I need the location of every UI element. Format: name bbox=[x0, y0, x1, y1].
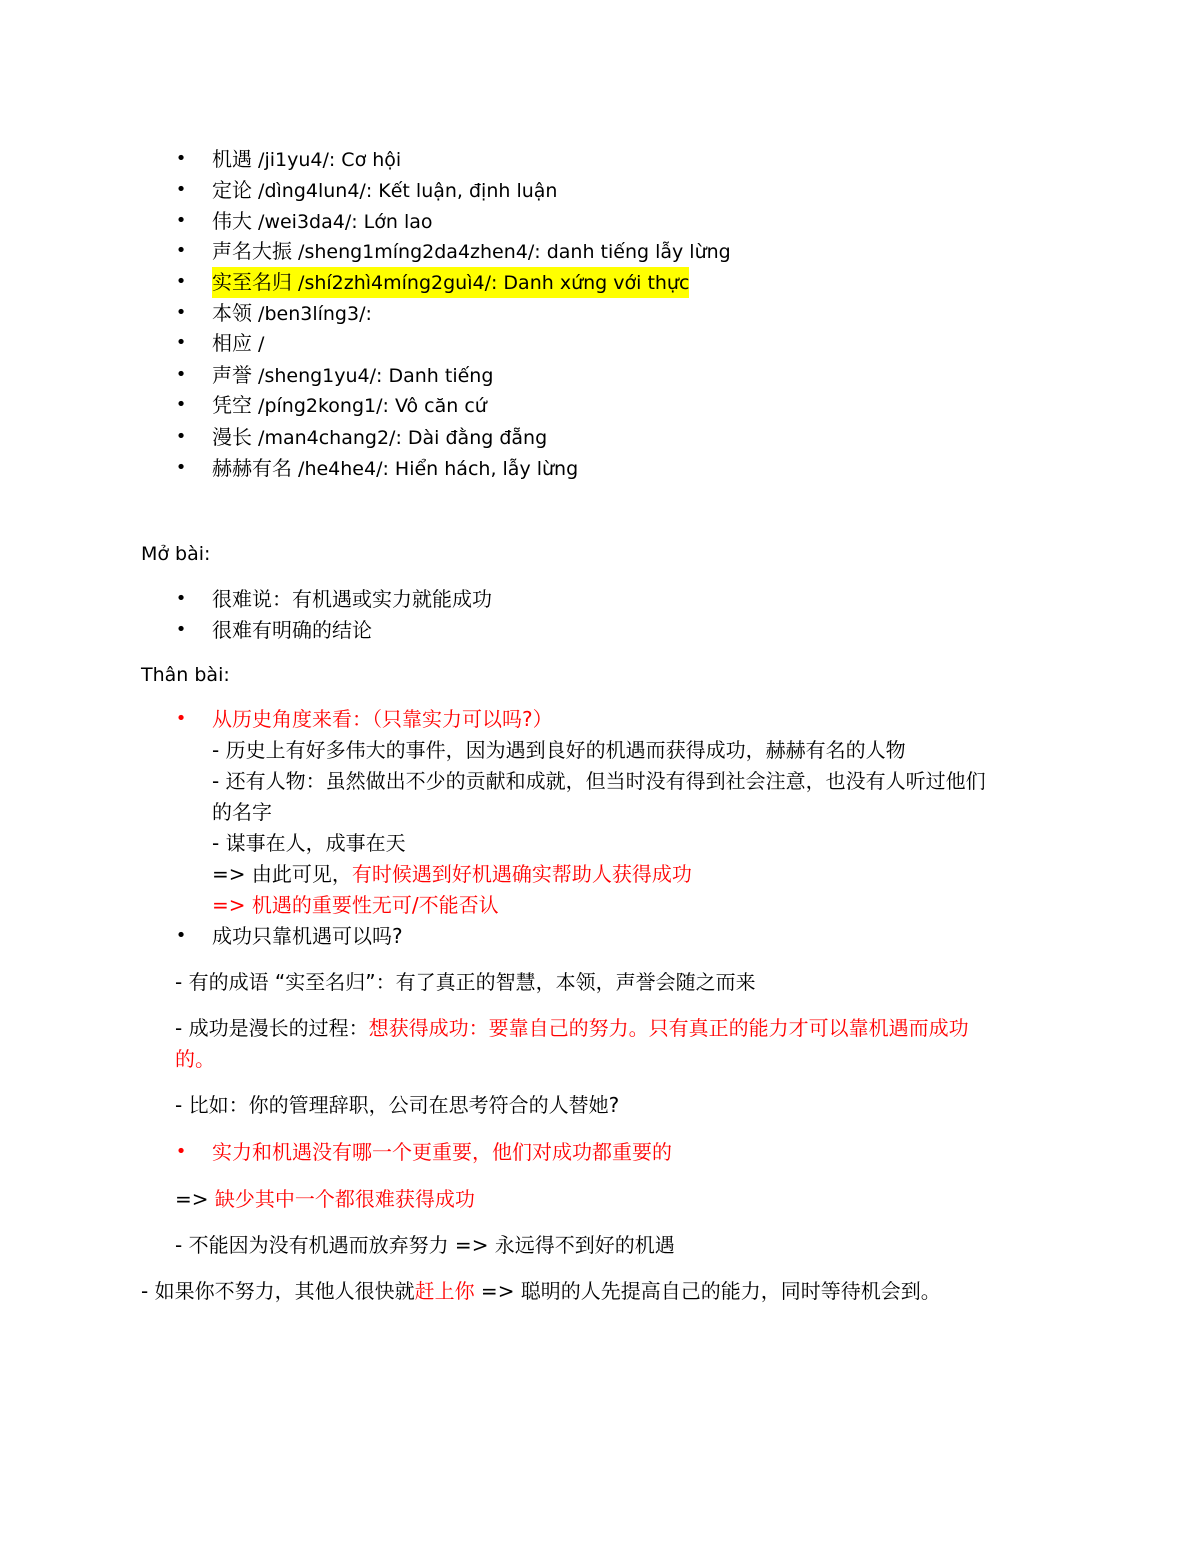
paragraph-line: - 谋事在人，成事在天 bbox=[212, 831, 406, 855]
bullet-icon: • bbox=[175, 619, 187, 640]
text-run-red: 想获得成功：要靠自己的努力。只有真正的能力才可以靠机遇而成功 bbox=[368, 1016, 969, 1040]
bullet-icon: • bbox=[175, 426, 187, 447]
bullet-icon: • bbox=[175, 302, 187, 323]
vocab-meaning: /wei3da4/: Lớn lao bbox=[258, 211, 433, 233]
vocab-entry bbox=[212, 298, 372, 329]
section-heading-mo-bai: Mở bài: bbox=[141, 543, 211, 565]
vocab-entry bbox=[212, 453, 578, 484]
vocab-entry bbox=[212, 422, 547, 453]
text-run-red: 缺少其中一个都很难获得成功 bbox=[214, 1187, 475, 1211]
text-run: - 如果你不努力，其他人很快就 bbox=[141, 1279, 415, 1303]
bullet-icon: • bbox=[175, 394, 187, 415]
vocab-hanzi: 定论 bbox=[212, 178, 252, 202]
bullet-icon: • bbox=[175, 240, 187, 261]
vocab-entry bbox=[212, 390, 487, 421]
vocab-hanzi: 实至名归 bbox=[212, 270, 292, 294]
vocab-meaning: /ben3líng3/: bbox=[258, 303, 372, 325]
vocab-hanzi: 赫赫有名 bbox=[212, 456, 292, 480]
bullet-icon: • bbox=[175, 364, 187, 385]
text-run: => bbox=[175, 1187, 215, 1211]
vocab-entry bbox=[212, 360, 493, 391]
vocab-entry bbox=[212, 328, 264, 359]
bullet-icon: • bbox=[175, 210, 187, 231]
vocab-meaning: /sheng1yu4/: Danh tiếng bbox=[258, 365, 494, 387]
paragraph-line: - 还有人物：虽然做出不少的贡献和成就，但当时没有得到社会注意，也没有人听过他们 bbox=[212, 769, 986, 793]
paragraph-line bbox=[141, 1276, 941, 1306]
paragraph-line-red: => 机遇的重要性无可/不能否认 bbox=[212, 893, 499, 917]
vocab-meaning: /he4he4/: Hiển hách, lẫy lừng bbox=[298, 458, 579, 480]
paragraph-line-red: 的。 bbox=[175, 1047, 215, 1071]
point-title: 实力和机遇没有哪一个更重要，他们对成功都重要的 bbox=[212, 1140, 672, 1164]
mo-bai-point: 很难说：有机遇或实力就能成功 bbox=[212, 587, 492, 611]
vocab-meaning: /man4chang2/: Dài đằng đẵng bbox=[258, 427, 548, 449]
text-run: => 聪明的人先提高自己的能力，同时等待机会到。 bbox=[474, 1279, 941, 1303]
paragraph-line: - 比如：你的管理辞职，公司在思考符合的人替她? bbox=[175, 1093, 620, 1117]
point-title: 从历史角度来看：（只靠实力可以吗?） bbox=[212, 707, 553, 731]
paragraph-line: 的名字 bbox=[212, 800, 272, 824]
paragraph-line: - 有的成语 “实至名归”：有了真正的智慧，本领，声誉会随之而来 bbox=[175, 970, 756, 994]
bullet-icon: • bbox=[175, 271, 187, 292]
bullet-icon: • bbox=[175, 1141, 187, 1162]
text-run-red: 有时候遇到好机遇确实帮助人获得成功 bbox=[351, 862, 692, 886]
vocab-entry bbox=[212, 206, 433, 237]
vocab-meaning: /píng2kong1/: Vô căn cứ bbox=[258, 395, 487, 417]
paragraph-line bbox=[175, 1184, 475, 1214]
vocab-hanzi: 声名大振 bbox=[212, 239, 292, 263]
vocab-entry bbox=[212, 175, 557, 206]
text-run: - 成功是漫长的过程： bbox=[175, 1016, 369, 1040]
vocab-hanzi: 机遇 bbox=[212, 147, 252, 171]
vocab-meaning: /shí2zhì4míng2guì4/: Danh xứng với thực bbox=[298, 272, 690, 294]
point-title: 成功只靠机遇可以吗? bbox=[212, 924, 403, 948]
paragraph-line: - 历史上有好多伟大的事件，因为遇到良好的机遇而获得成功，赫赫有名的人物 bbox=[212, 738, 906, 762]
vocab-meaning: /ji1yu4/: Cơ hội bbox=[258, 149, 402, 171]
vocab-hanzi: 相应 bbox=[212, 331, 252, 355]
paragraph-line bbox=[212, 859, 692, 889]
vocab-hanzi: 凭空 bbox=[212, 393, 252, 417]
bullet-icon: • bbox=[175, 708, 187, 729]
mo-bai-point: 很难有明确的结论 bbox=[212, 618, 372, 642]
bullet-icon: • bbox=[175, 925, 187, 946]
vocab-entry-highlighted bbox=[212, 267, 689, 298]
text-run-red: 赶上你 bbox=[414, 1279, 475, 1303]
vocab-meaning: / bbox=[258, 333, 265, 355]
bullet-icon: • bbox=[175, 179, 187, 200]
section-heading-than-bai: Thân bài: bbox=[141, 664, 230, 686]
vocab-hanzi: 本领 bbox=[212, 301, 252, 325]
vocab-meaning: /sheng1míng2da4zhen4/: danh tiếng lẫy lừng bbox=[298, 241, 731, 263]
vocab-meaning: /dìng4lun4/: Kết luận, định luận bbox=[258, 180, 558, 202]
bullet-icon: • bbox=[175, 457, 187, 478]
vocab-hanzi: 漫长 bbox=[212, 425, 252, 449]
vocab-entry bbox=[212, 236, 731, 267]
paragraph-line: - 不能因为没有机遇而放弃努力 => 永远得不到好的机遇 bbox=[175, 1233, 675, 1257]
vocab-hanzi: 声誉 bbox=[212, 363, 252, 387]
bullet-icon: • bbox=[175, 588, 187, 609]
bullet-icon: • bbox=[175, 332, 187, 353]
vocab-hanzi: 伟大 bbox=[212, 209, 252, 233]
bullet-icon: • bbox=[175, 148, 187, 169]
vocab-entry bbox=[212, 144, 401, 175]
text-run: => 由此可见， bbox=[212, 862, 352, 886]
paragraph-line bbox=[175, 1013, 969, 1043]
